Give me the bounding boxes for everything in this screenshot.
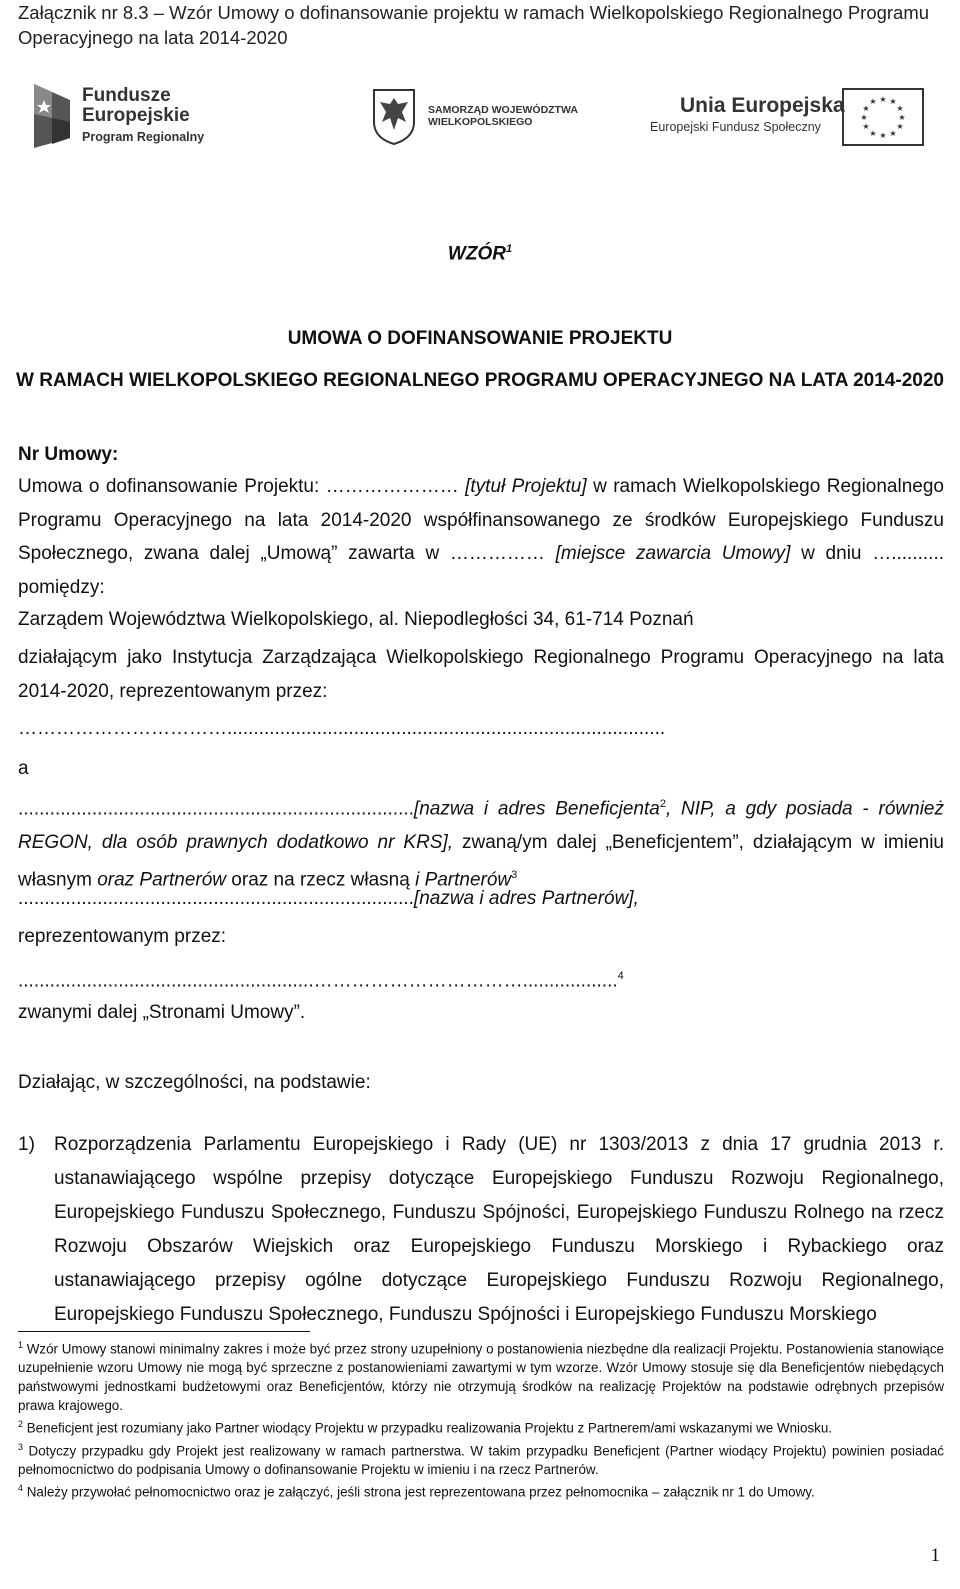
samorzad-line2: WIELKOPOLSKIEGO bbox=[428, 116, 533, 128]
intro-place-placeholder: [miejsce zawarcia Umowy] bbox=[555, 543, 791, 564]
svg-text:★: ★ bbox=[862, 104, 870, 113]
partnerzy-line bbox=[18, 882, 944, 916]
eagle-crest-icon bbox=[370, 86, 418, 146]
svg-text:★: ★ bbox=[896, 104, 904, 113]
footnote-2 bbox=[18, 1415, 944, 1437]
unia-europejska-logo bbox=[650, 88, 930, 148]
footnote-ref-3: 3 bbox=[511, 869, 518, 882]
beneficjent-dots: ........................................................................... bbox=[18, 798, 414, 820]
svg-text:★: ★ bbox=[898, 113, 906, 122]
svg-text:★: ★ bbox=[879, 95, 887, 104]
fundusze-europejskie-logo-icon bbox=[30, 78, 74, 150]
representative-dots: ……………………………................................................................................... bbox=[18, 718, 666, 739]
footnote-text: Wzór Umowy stanowi minimalny zakres i może być przez strony uzupełniony o postanowienia niezbędne dla realizacji Projektu. Postanowienia stanowiące uzupełnienie wzoru Umowy nie mogą być sprzeczne z postanowieniami zawartymi w tym wzorze. Wzór Umowy stosuje się dla Beneficjentów niebędących państwowymi jednostkami budżetowymi oraz Beneficjentów, którzy nie otrzymują środków na realizację Projektów na podstawie odrębnych przepisów prawa krajowego. bbox=[18, 1341, 944, 1414]
conjunction-a: a bbox=[18, 758, 29, 779]
reprezentowanym-line: reprezentowanym przez: bbox=[18, 926, 227, 947]
wzor-heading bbox=[0, 243, 960, 265]
attachment-header: Załącznik nr 8.3 – Wzór Umowy o dofinansowanie projektu w ramach Wielkopolskiego Regionalnego Programu Operacyjnego na lata 2014-2020 bbox=[18, 2, 930, 48]
beneficjent-text-f: oraz na rzecz własną bbox=[226, 869, 416, 891]
samorzad-line1: SAMORZĄD WOJEWÓDZTWA bbox=[428, 104, 578, 116]
footnote-ref-4: 4 bbox=[617, 970, 624, 982]
intro-project-title-placeholder: [tytuł Projektu] bbox=[465, 476, 587, 497]
footnote-text: Beneficjent jest rozumiany jako Partner wiodący Projektu w przypadku realizowania Projektu z Partnerem/ami wskazanymi we Wniosku. bbox=[26, 1420, 833, 1436]
beneficjent-text-e: oraz Partnerów bbox=[97, 869, 227, 891]
svg-text:★: ★ bbox=[869, 129, 877, 138]
beneficjent-placeholder: [nazwa i adres Beneficjenta bbox=[413, 798, 660, 820]
svg-text:★: ★ bbox=[889, 129, 897, 138]
footnote-separator bbox=[18, 1331, 310, 1332]
zwanymi-line: zwanymi dalej „Stronami Umowy”. bbox=[18, 1002, 306, 1023]
svg-text:★: ★ bbox=[889, 97, 897, 106]
dzialajacym-paragraph: działającym jako Instytucja Zarządzająca Wielkopolskiego Regionalnego Programu Operacyjnego na lata 2014-2020, reprezentowanym przez: bbox=[18, 647, 944, 702]
footnote-ref-1: 1 bbox=[505, 243, 513, 255]
wzor-label: WZÓR bbox=[447, 243, 506, 265]
beneficjent-text-g: i Partnerów bbox=[415, 869, 512, 891]
footnote-ref-2: 2 bbox=[659, 798, 666, 810]
ue-title: Unia Europejska bbox=[680, 94, 845, 117]
intro-text-c: w ramach Wielkopolskiego Regionalnego Programu Operacyjnego na lata 2014-2020 współfinansowanego ze środków Europejskiego Funduszu Społecznego, zwana dalej „Umową” zawarta w …………… bbox=[18, 476, 944, 564]
intro-text-a: Umowa o dofinansowanie Projektu: ………………… bbox=[18, 476, 466, 497]
svg-text:★: ★ bbox=[869, 97, 877, 106]
page-number: 1 bbox=[930, 1545, 940, 1566]
intro-paragraph bbox=[18, 470, 944, 604]
footnote-number: 1 bbox=[18, 1340, 24, 1350]
partner-representative-dots: ........................................................…………………………….................. bbox=[18, 970, 618, 992]
partnerzy-dots: ........................................................................... bbox=[18, 888, 414, 909]
footnote-text: Należy przywołać pełnomocnictwo oraz je załączyć, jeśli strona jest reprezentowana przez pełnomocnika – załącznik nr 1 do Umowy. bbox=[26, 1484, 815, 1500]
list-item-number: 1) bbox=[18, 1134, 35, 1155]
nr-umowy-label: Nr Umowy: bbox=[18, 444, 119, 465]
intro-text-e: w dniu ….......... pomiędzy: bbox=[18, 543, 944, 598]
partner-representative-line bbox=[18, 960, 944, 998]
svg-text:★: ★ bbox=[862, 122, 870, 131]
footnote-3 bbox=[18, 1438, 944, 1479]
beneficjent-text-d: zwaną/ym dalej „Beneficjentem”, działającym w imieniu własnym bbox=[18, 831, 944, 891]
fe-line2: Europejskie bbox=[82, 105, 190, 126]
footnotes bbox=[18, 1336, 944, 1502]
fe-line1: Fundusze bbox=[82, 85, 171, 106]
footnote-number: 2 bbox=[18, 1419, 24, 1430]
footnote-number: 4 bbox=[18, 1483, 24, 1494]
svg-text:★: ★ bbox=[860, 113, 868, 122]
ue-subtitle: Europejski Fundusz Społeczny bbox=[650, 120, 821, 134]
title-line1: UMOWA O DOFINANSOWANIE PROJEKTU bbox=[287, 328, 673, 349]
footnote-text: Dotyczy przypadku gdy Projekt jest realizowany w ramach partnerstwa. W takim przypadku Beneficjent (Partner wiodący Projektu) powinien posiadać pełnomocnictwo do podpisania Umowy o dofinansowanie Projektu w imieniu i na rzecz Partnerów. bbox=[18, 1443, 944, 1478]
svg-text:★: ★ bbox=[879, 131, 887, 140]
fundusze-europejskie-logo bbox=[30, 78, 220, 150]
partnerzy-placeholder: [nazwa i adres Partnerów], bbox=[413, 888, 639, 909]
beneficjent-placeholder-cont: , NIP, a gdy posiada - również REGON, dla osób prawnych dodatkowo nr KRS], bbox=[18, 798, 944, 853]
footnote-number: 3 bbox=[18, 1441, 24, 1452]
eu-flag-icon bbox=[842, 88, 924, 146]
fe-subtitle: Program Regionalny bbox=[82, 130, 205, 144]
footnote-1 bbox=[18, 1336, 944, 1415]
list-item-text: Rozporządzenia Parlamentu Europejskiego i Rady (UE) nr 1303/2013 z dnia 17 grudnia 2013 r. ustanawiającego wspólne przepisy dotyczące Europejskiego Funduszu Rozwoju Regionalnego, Europejskiego Funduszu Społecznego, Funduszu Spójności, Europejskiego Funduszu Rolnego na rzecz Rozwoju Obszarów Wiejskich oraz Europejskiego Funduszu Morskiego i Rybackiego oraz ustanawiającego przepisy ogólne dotyczące Europejskiego Funduszu Rozwoju Regionalnego, Europejskiego Funduszu Społecznego, Funduszu Spójności i Europejskiego Funduszu Morskiego bbox=[54, 1134, 944, 1325]
footnote-4 bbox=[18, 1479, 944, 1501]
samorzad-logo bbox=[370, 86, 580, 146]
zarzad-line: Zarządem Województwa Wielkopolskiego, al. Niepodległości 34, 61-714 Poznań bbox=[18, 609, 694, 630]
title-line2: W RAMACH WIELKOPOLSKIEGO REGIONALNEGO PROGRAMU OPERACYJNEGO NA LATA 2014-2020 bbox=[16, 370, 944, 391]
svg-text:★: ★ bbox=[896, 122, 904, 131]
legal-basis-heading: Działając, w szczególności, na podstawie: bbox=[18, 1072, 371, 1093]
beneficjent-paragraph bbox=[18, 788, 944, 897]
